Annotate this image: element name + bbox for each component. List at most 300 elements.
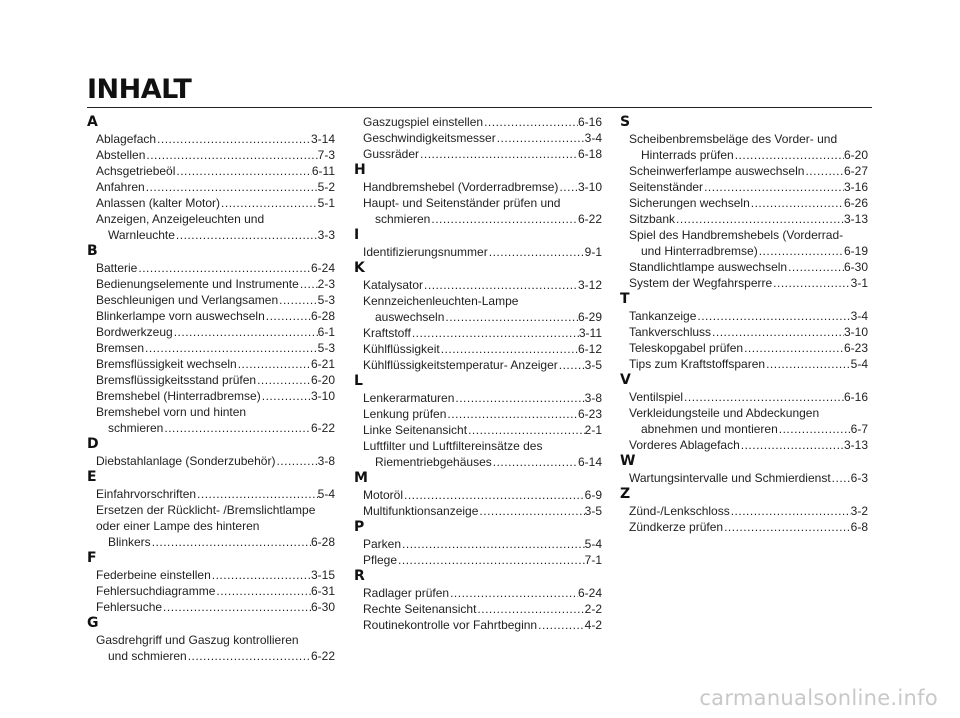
index-entry-text: Tankverschluss (629, 325, 712, 339)
dot-leader (397, 552, 585, 568)
dot-leader (758, 243, 844, 259)
index-entry (96, 276, 335, 292)
index-entry (629, 389, 868, 405)
page-reference: 7-3 (317, 148, 335, 162)
index-entry-text: System der Wegfahrsperre (629, 276, 773, 290)
index-entry-row (363, 211, 602, 227)
index-entry (96, 567, 335, 583)
dot-leader (261, 388, 311, 404)
index-entry (363, 585, 602, 601)
index-entry-text: Diebstahlanlage (Sonderzubehör) (96, 454, 276, 468)
index-letter-heading: P (354, 519, 365, 535)
dot-leader (211, 567, 311, 583)
index-entry (96, 324, 335, 340)
index-entry (96, 340, 335, 356)
index-letter-heading: D (87, 436, 99, 452)
index-entry-text: Federbeine einstellen (96, 568, 211, 582)
index-entry (629, 179, 868, 195)
index-entry-text: Verkleidungsteile und Abdeckungen (629, 406, 820, 420)
page-reference: 6-12 (577, 342, 602, 356)
index-entry (96, 356, 335, 372)
page-reference: 6-20 (843, 148, 868, 162)
page-reference: 3-12 (577, 278, 602, 292)
dot-leader (237, 356, 311, 372)
index-entry-text: Gussräder (363, 147, 420, 161)
index-entry-row (629, 179, 868, 195)
index-entry-text: Wartungsintervalle und Schmierdienst (629, 471, 831, 485)
dot-leader (401, 536, 585, 552)
index-entry (96, 163, 335, 179)
dot-leader (496, 130, 585, 146)
dot-leader (740, 437, 844, 453)
index-entry (363, 357, 602, 373)
index-entry (363, 277, 602, 293)
page-reference: 6-22 (310, 649, 335, 663)
index-entry-row (629, 389, 868, 405)
page-reference: 6-22 (310, 421, 335, 435)
index-entry (363, 293, 602, 325)
index-letter-heading: Z (620, 486, 631, 502)
index-entry-row (96, 292, 335, 308)
index-entry-text: Fehlersuche (96, 600, 163, 614)
page-reference: 5-2 (317, 180, 335, 194)
page-reference: 3-8 (317, 454, 335, 468)
page-reference: 3-8 (584, 391, 602, 405)
index-entry (629, 227, 868, 259)
index-entry-text: Tankanzeige (629, 309, 697, 323)
index-entry (96, 308, 335, 324)
index-entry (363, 601, 602, 617)
index-entry-row (96, 372, 335, 388)
index-entry-text: abnehmen und montieren (641, 422, 778, 436)
page-reference: 3-5 (584, 504, 602, 518)
index-entry-row (363, 130, 602, 146)
index-entry-row (363, 146, 602, 162)
dot-leader (175, 227, 318, 243)
dot-leader (299, 276, 318, 292)
dot-leader (723, 519, 851, 535)
dot-leader (265, 308, 311, 324)
index-entry-text: Gasdrehgriff und Gaszug kontrollieren (96, 633, 299, 647)
index-letter-heading: S (620, 114, 631, 130)
index-entry (629, 275, 868, 291)
dot-leader (151, 534, 311, 550)
dot-leader (430, 211, 578, 227)
index-entry-row (363, 487, 602, 503)
page-reference: 5-1 (317, 196, 335, 210)
index-entry-text: Multifunktionsanzeige (363, 504, 479, 518)
dot-leader (162, 599, 311, 615)
index-entry (363, 390, 602, 406)
page-reference: 6-27 (843, 164, 868, 178)
index-entry-row (96, 163, 335, 179)
index-entry-row (363, 309, 602, 325)
index-entry (96, 599, 335, 615)
index-entry-text: Abstellen (96, 148, 146, 162)
index-entry-text: Zünd-/Lenkschloss (629, 504, 730, 518)
dot-leader (444, 309, 578, 325)
index-entry-row (629, 308, 868, 324)
index-entry (96, 502, 335, 550)
index-letter-heading: B (87, 243, 98, 259)
index-entry-text: Standlichtlampe auswechseln (629, 260, 788, 274)
index-entry (629, 324, 868, 340)
index-entry-row (363, 503, 602, 519)
index-entry-row (629, 421, 868, 437)
index-letter-heading: I (354, 227, 360, 243)
dot-leader (187, 648, 311, 664)
dot-leader (173, 324, 318, 340)
index-entry-row (629, 259, 868, 275)
page-reference: 6-1 (317, 325, 335, 339)
index-entry (96, 372, 335, 388)
index-entry-row (96, 147, 335, 163)
index-entry-row (629, 243, 868, 259)
index-entry-row (96, 420, 335, 436)
index-entry-row (629, 340, 868, 356)
index-entry-row (629, 437, 868, 453)
page-reference: 2-3 (317, 277, 335, 291)
dot-leader (467, 422, 585, 438)
dot-leader (730, 503, 851, 519)
dot-leader (558, 357, 585, 373)
page-reference: 3-10 (310, 389, 335, 403)
page-reference: 6-7 (850, 422, 868, 436)
index-letter-heading: K (354, 260, 365, 276)
index-entry-row (629, 470, 868, 486)
index-entry-text: Handbremshebel (Vorderradbremse) (363, 180, 559, 194)
index-entry-row (363, 179, 602, 195)
index-entry-text: Riementriebgehäuses (375, 455, 492, 469)
page-reference: 3-5 (584, 358, 602, 372)
index-entry (96, 147, 335, 163)
dot-leader (778, 421, 851, 437)
index-entry-row (629, 147, 868, 163)
index-entry-text: Kühlflüssigkeitstemperatur- Anzeiger (363, 358, 558, 372)
index-entry (629, 519, 868, 535)
index-entry-row (363, 357, 602, 373)
page-reference: 3-4 (850, 309, 868, 323)
index-entry-row (629, 324, 868, 340)
page-reference: 6-11 (311, 164, 335, 178)
index-entry-row (629, 503, 868, 519)
index-entry-row (363, 585, 602, 601)
page-reference: 6-20 (310, 373, 335, 387)
index-entry-text: Sitzbank (629, 212, 676, 226)
index-entry-text: und Hinterradbremse) (641, 244, 758, 258)
dot-leader (765, 356, 851, 372)
page-reference: 3-16 (843, 180, 868, 194)
index-entry-text: Batterie (96, 261, 138, 275)
index-entry (96, 583, 335, 599)
index-entry-row (363, 325, 602, 341)
page-reference: 3-2 (850, 504, 868, 518)
index-entry-row (96, 583, 335, 599)
dot-leader (163, 420, 311, 436)
page-reference: 6-3 (850, 471, 868, 485)
index-entry-text: Bremsflüssigkeit wechseln (96, 357, 237, 371)
dot-leader (488, 244, 585, 260)
page-reference: 6-16 (577, 115, 602, 129)
index-entry-text: Haupt- und Seitenständer prüfen und (363, 196, 561, 210)
index-entry-text: Anfahren (96, 180, 145, 194)
index-entry (629, 340, 868, 356)
index-entry-row (629, 163, 868, 179)
index-entry-text: Scheibenbremsbeläge des Vorder- und (629, 132, 838, 146)
page-reference: 6-18 (577, 147, 602, 161)
index-entry-text: Teleskopgabel prüfen (629, 341, 744, 355)
page-reference: 2-2 (584, 602, 602, 616)
index-entry-text: Parken (363, 537, 402, 551)
page-reference: 6-30 (843, 260, 868, 274)
page-reference: 3-11 (578, 326, 602, 340)
index-entry-row (96, 486, 335, 502)
dot-leader (483, 114, 578, 130)
index-entry-text: Vorderes Ablagefach (629, 438, 740, 452)
index-entry-row (96, 648, 335, 664)
index-entry (629, 437, 868, 453)
page-reference: 5-4 (850, 357, 868, 371)
dot-leader (703, 179, 844, 195)
page-reference: 6-28 (310, 309, 335, 323)
dot-leader (137, 260, 311, 276)
index-entry (363, 536, 602, 552)
index-entry (363, 341, 602, 357)
page-reference: 6-30 (310, 600, 335, 614)
page-reference: 9-1 (584, 245, 602, 259)
dot-leader (215, 583, 311, 599)
index-entry-row (96, 131, 335, 147)
index-entry-text: Hinterrads prüfen (641, 148, 734, 162)
index-entry (363, 244, 602, 260)
dot-leader (734, 147, 844, 163)
page-reference: 6-28 (310, 535, 335, 549)
index-entry (629, 405, 868, 437)
dot-leader (423, 277, 578, 293)
index-entry (96, 211, 335, 243)
index-entry-text: Bremsflüssigkeitsstand prüfen (96, 373, 257, 387)
index-entry-text: Bremshebel vorn und hinten (96, 405, 247, 419)
dot-leader (750, 195, 844, 211)
index-entry-text: Rechte Seitenansicht (363, 602, 477, 616)
index-entry-text: Pflege (363, 553, 398, 567)
index-entry (363, 325, 602, 341)
index-entry-text: Einfahrvorschriften (96, 487, 197, 501)
index-entry-text: schmieren (375, 212, 431, 226)
index-entry-row (629, 356, 868, 372)
index-entry-text: Blinkers (108, 535, 151, 549)
index-entry-row (96, 308, 335, 324)
dot-leader (537, 617, 585, 633)
page-reference: 6-31 (310, 584, 335, 598)
index-entry-row (363, 244, 602, 260)
index-column-3 (620, 114, 868, 535)
page-reference: 6-23 (843, 341, 868, 355)
index-entry-text: Ventilspiel (629, 390, 684, 404)
index-entry (363, 503, 602, 519)
page-reference: 6-29 (577, 310, 602, 324)
index-entry-row (363, 601, 602, 617)
index-entry-row (96, 340, 335, 356)
index-entry (629, 308, 868, 324)
index-entry (629, 211, 868, 227)
dot-leader (196, 486, 318, 502)
page-reference: 5-4 (317, 487, 335, 501)
index-entry-row (363, 114, 602, 130)
index-entry-row (363, 536, 602, 552)
page-reference: 3-4 (584, 131, 602, 145)
index-entry (363, 487, 602, 503)
page-reference: 3-10 (577, 180, 602, 194)
dot-leader (449, 585, 578, 601)
dot-leader (144, 340, 318, 356)
page-reference: 3-13 (843, 438, 868, 452)
index-entry (363, 114, 602, 130)
index-entry (629, 356, 868, 372)
index-entry (96, 179, 335, 195)
dot-leader (558, 179, 578, 195)
page-reference: 5-3 (317, 293, 335, 307)
index-letter-heading: R (354, 568, 365, 584)
index-entry-row (629, 211, 868, 227)
page-reference: 6-9 (584, 488, 602, 502)
index-entry-text: Bremshebel (Hinterradbremse) (96, 389, 261, 403)
dot-leader (156, 131, 311, 147)
index-entry-text: Radlager prüfen (363, 586, 450, 600)
index-entry-row (363, 454, 602, 470)
index-entry-row (629, 275, 868, 291)
index-entry-row (363, 617, 602, 633)
dot-leader (696, 308, 850, 324)
index-entry-text: Scheinwerferlampe auswechseln (629, 164, 805, 178)
index-entry-text: Geschwindigkeitsmesser (363, 131, 496, 145)
page-reference: 4-2 (584, 618, 602, 632)
index-entry (363, 179, 602, 195)
index-entry-row (96, 227, 335, 243)
dot-leader (772, 275, 850, 291)
index-entry-row (96, 567, 335, 583)
dot-leader (711, 324, 844, 340)
index-entry-text: Linke Seitenansicht (363, 423, 468, 437)
index-entry (363, 552, 602, 568)
page-reference: 7-1 (584, 553, 602, 567)
page-reference: 6-22 (577, 212, 602, 226)
dot-leader (492, 454, 578, 470)
index-column-1 (87, 114, 335, 664)
index-entry-text: Kraftstoff (363, 326, 411, 340)
index-entry (629, 163, 868, 179)
index-entry-text: Ersetzen der Rücklicht- /Bremslichtlampe (96, 503, 316, 517)
index-entry-row (363, 390, 602, 406)
index-entry (363, 195, 602, 227)
page-reference: 6-16 (843, 390, 868, 404)
index-entry (96, 388, 335, 404)
page-reference: 2-1 (584, 423, 602, 437)
index-entry (96, 486, 335, 502)
index-entry (96, 131, 335, 147)
index-entry-text: Bremsen (96, 341, 145, 355)
index-entry (629, 503, 868, 519)
dot-leader (476, 601, 584, 617)
page-reference: 6-19 (843, 244, 868, 258)
page-reference: 3-14 (310, 132, 335, 146)
index-letter-heading: V (620, 372, 631, 388)
index-entry-row (96, 324, 335, 340)
dot-leader (175, 163, 311, 179)
dot-leader (446, 406, 578, 422)
index-entry (629, 131, 868, 163)
index-entry (96, 404, 335, 436)
index-entry-row (363, 552, 602, 568)
dot-leader (675, 211, 844, 227)
index-entry (96, 195, 335, 211)
index-letter-heading: F (87, 550, 97, 566)
index-entry-text: und schmieren (108, 649, 187, 663)
index-letter-heading: A (87, 114, 98, 130)
watermark: carmanualsonline.info (699, 686, 938, 710)
index-entry-row (363, 277, 602, 293)
dot-leader (411, 325, 579, 341)
index-entry (363, 438, 602, 470)
index-entry-text: auswechseln (375, 310, 445, 324)
index-entry-text: Bedienungselemente und Instrumente (96, 277, 299, 291)
dot-leader (787, 259, 844, 275)
index-entry (363, 406, 602, 422)
page-reference: 6-14 (577, 455, 602, 469)
index-entry-text: Fehlersuchdiagramme (96, 584, 216, 598)
index-entry-text: Beschleunigen und Verlangsamen (96, 293, 279, 307)
index-entry-row (363, 422, 602, 438)
index-entry-text: Blinkerlampe vorn auswechseln (96, 309, 265, 323)
index-entry-text: Warnleuchte (108, 228, 175, 242)
index-letter-heading: H (354, 162, 366, 178)
index-letter-heading: G (87, 615, 99, 631)
index-entry-row (629, 519, 868, 535)
page-reference: 6-26 (843, 196, 868, 210)
dot-leader (278, 292, 318, 308)
index-entry-text: Gaszugspiel einstellen (363, 115, 484, 129)
index-entry-text: Katalysator (363, 278, 424, 292)
dot-leader (145, 147, 317, 163)
page-reference: 6-24 (310, 261, 335, 275)
index-entry-row (96, 276, 335, 292)
page-reference: 3-1 (850, 276, 868, 290)
index-entry-text: Tips zum Kraftstoffsparen (629, 357, 766, 371)
page-reference: 6-21 (310, 357, 335, 371)
index-entry-row (96, 195, 335, 211)
dot-leader (478, 503, 584, 519)
index-entry-text: Zündkerze prüfen (629, 520, 724, 534)
index-letter-heading: L (354, 373, 363, 389)
index-entry-text: Identifizierungsnummer (363, 245, 488, 259)
index-entry-text: Bordwerkzeug (96, 325, 173, 339)
index-entry-row (96, 356, 335, 372)
index-entry-text: Anlassen (kalter Motor) (96, 196, 221, 210)
index-letter-heading: M (354, 470, 368, 486)
index-entry-text: Seitenständer (629, 180, 704, 194)
page-reference: 5-4 (584, 537, 602, 551)
index-entry-row (96, 599, 335, 615)
index-entry-row (96, 179, 335, 195)
page-title: INHALT (87, 74, 192, 105)
page-reference: 3-3 (317, 228, 335, 242)
dot-leader (145, 179, 318, 195)
index-entry-text: Lenkerarmaturen (363, 391, 455, 405)
page-reference: 3-10 (843, 325, 868, 339)
index-entry-text: Motoröl (363, 488, 404, 502)
index-entry (363, 146, 602, 162)
index-entry-row (96, 260, 335, 276)
